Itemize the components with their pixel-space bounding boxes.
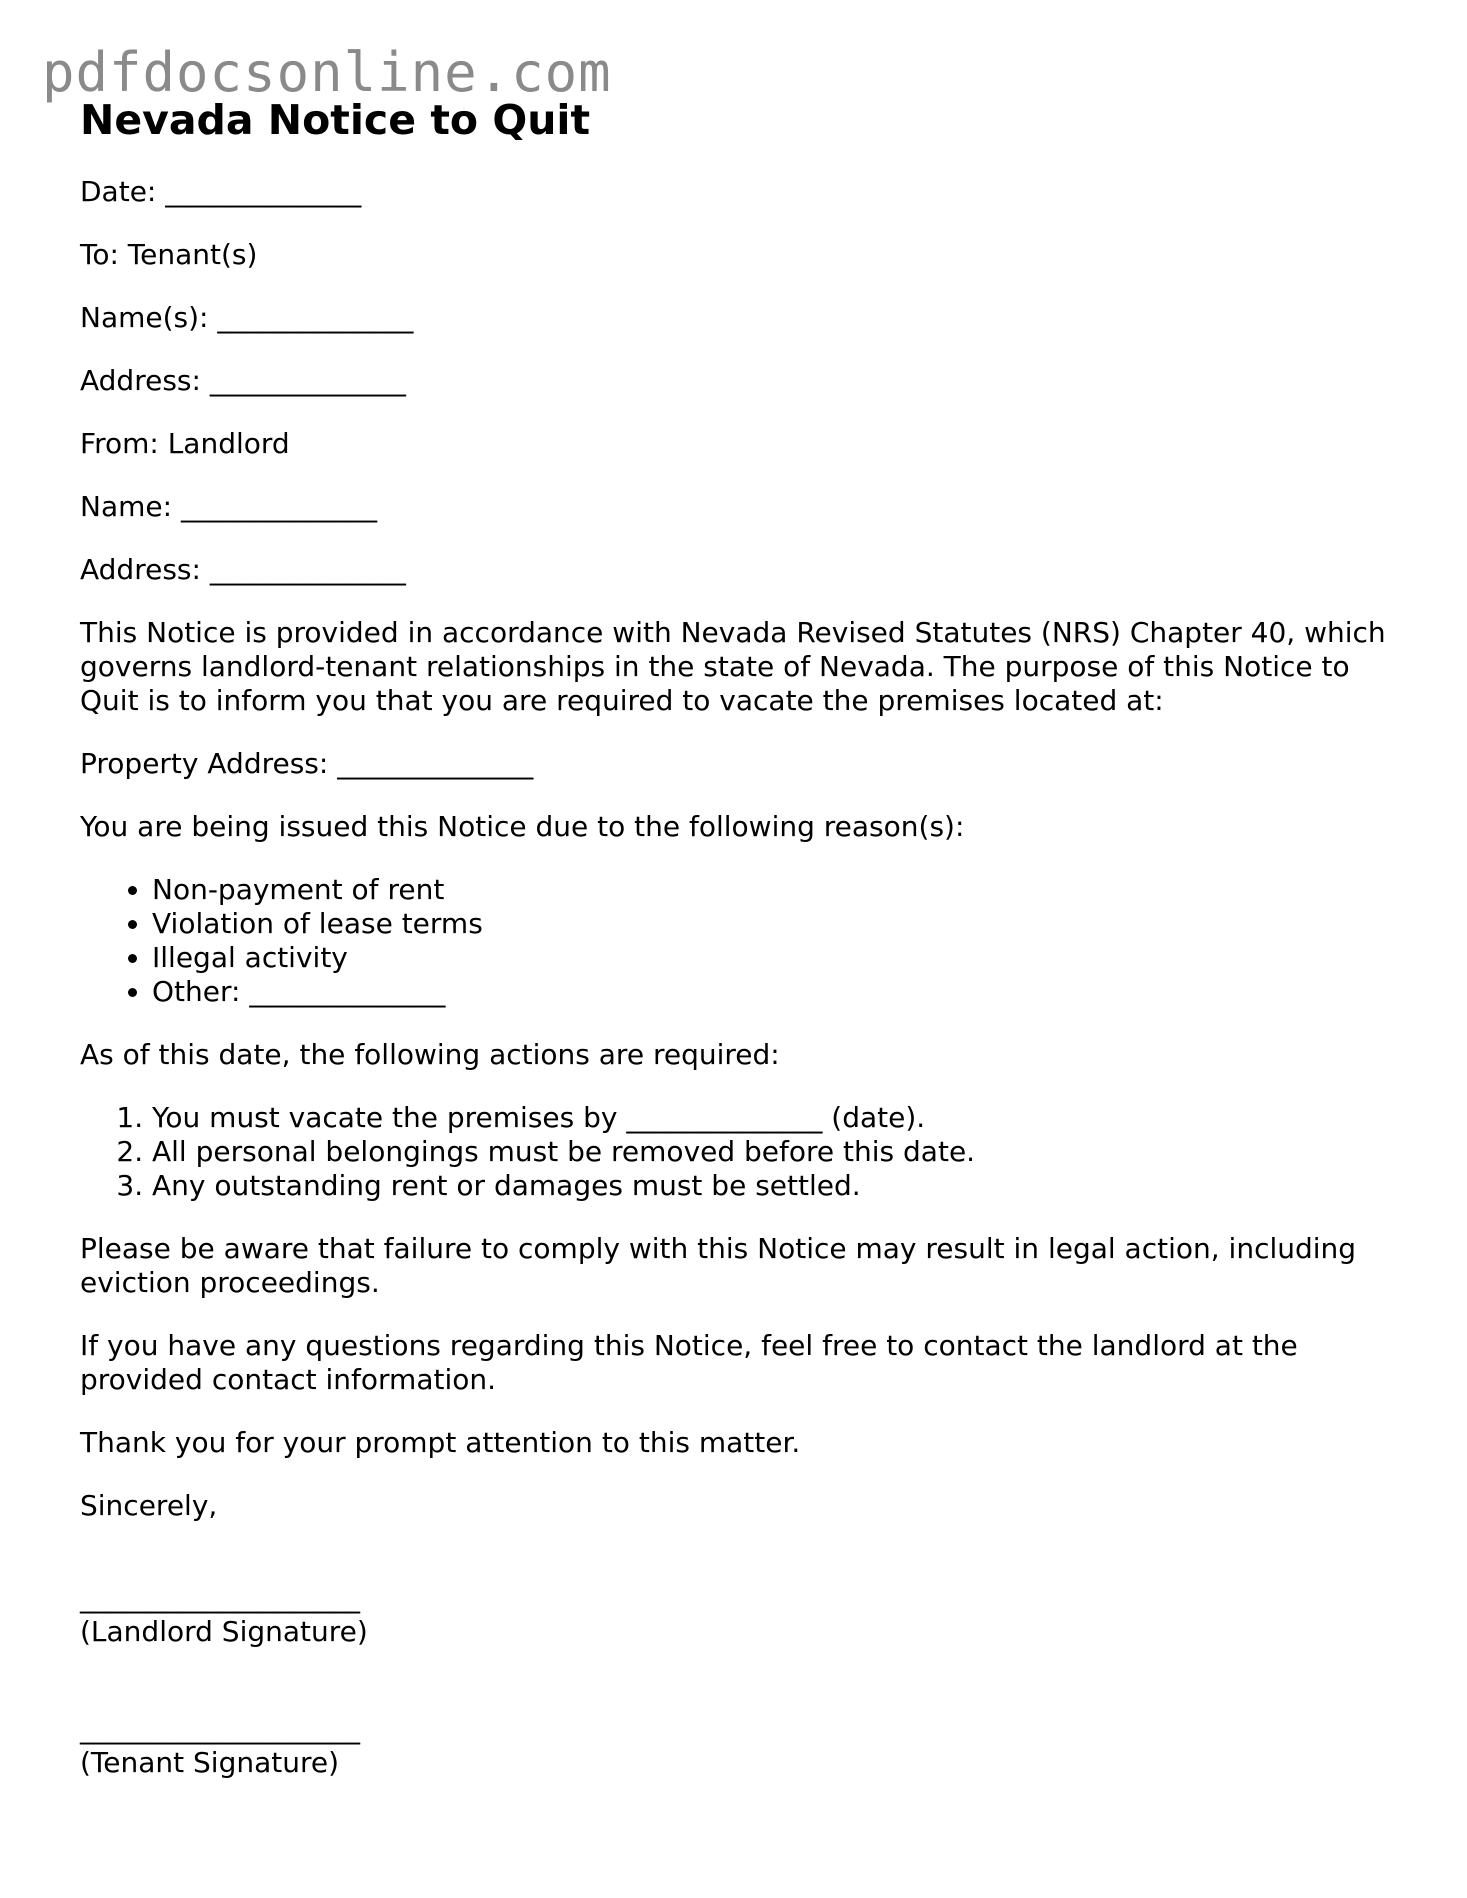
tenant-signature-label: (Tenant Signature): [80, 1746, 340, 1780]
landlord-signature-line: ____________________: [80, 1581, 360, 1615]
reason-item: • Illegal activity: [152, 941, 1400, 975]
reason-item: • Non-payment of rent: [152, 873, 1400, 907]
date-field: Date: ______________: [80, 175, 362, 209]
action-item: 1. You must vacate the premises by ______________ (date).: [152, 1101, 1400, 1135]
intro-paragraph: This Notice is provided in accordance with Nevada Revised Statutes (NRS) Chapter 40, which governs landlord-tenant relationships in the state of Nevada. The purpose of this Notice to Quit is to inform you that you are required to vacate the premises located at:: [80, 616, 1395, 718]
reasons-intro: You are being issued this Notice due to the following reason(s):: [80, 810, 965, 844]
reasons-list: [80, 873, 1400, 1009]
thanks-paragraph: Thank you for your prompt attention to this matter.: [80, 1426, 801, 1460]
reason-item: • Other: ______________: [152, 975, 1400, 1009]
warning-paragraph: Please be aware that failure to comply with this Notice may result in legal action, including eviction proceedings.: [80, 1232, 1365, 1300]
closing: Sincerely,: [80, 1489, 218, 1523]
tenant-signature-line: ____________________: [80, 1712, 360, 1746]
tenant-address-field: Address: ______________: [80, 364, 406, 398]
action-item: 2. All personal belongings must be removed before this date.: [152, 1135, 1400, 1169]
tenant-names-field: Name(s): ______________: [80, 301, 414, 335]
document-title: Nevada Notice to Quit: [80, 96, 591, 144]
questions-paragraph: If you have any questions regarding this Notice, feel free to contact the landlord at the provided contact information.: [80, 1329, 1307, 1397]
watermark: pdfdocsonline.com: [42, 41, 612, 104]
actions-intro: As of this date, the following actions are required:: [80, 1038, 780, 1072]
from-label: From: Landlord: [80, 427, 290, 461]
property-address-field: Property Address: ______________: [80, 747, 534, 781]
landlord-address-field: Address: ______________: [80, 553, 406, 587]
to-label: To: Tenant(s): [80, 238, 258, 272]
landlord-signature-label: (Landlord Signature): [80, 1615, 368, 1649]
document: [80, 96, 1400, 1843]
landlord-name-field: Name: ______________: [80, 490, 377, 524]
actions-list: [80, 1101, 1400, 1203]
reason-item: • Violation of lease terms: [152, 907, 1400, 941]
action-item: 3. Any outstanding rent or damages must be settled.: [152, 1169, 1400, 1203]
